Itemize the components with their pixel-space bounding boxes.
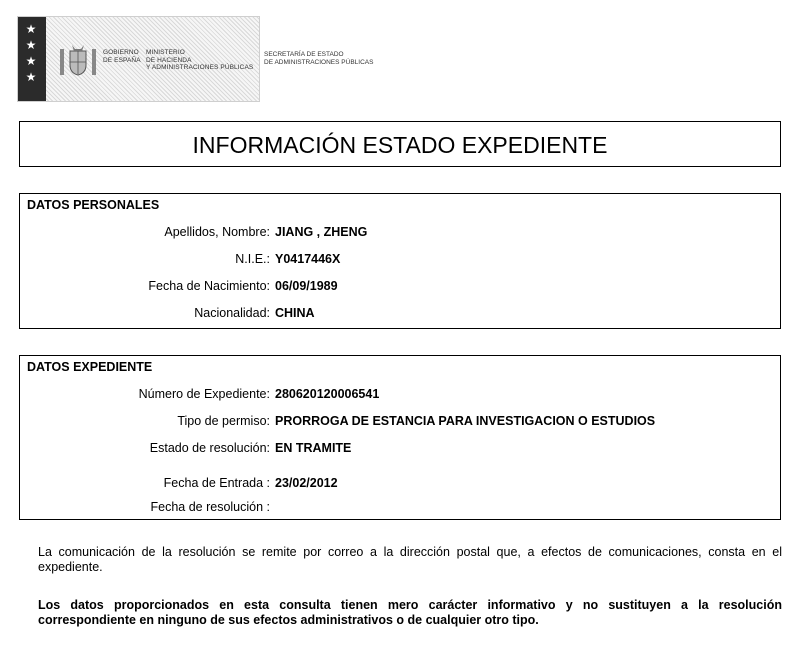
birthdate-label: Fecha de Nacimiento:	[148, 279, 270, 293]
nie-label: N.I.E.:	[235, 252, 270, 266]
page-title: INFORMACIÓN ESTADO EXPEDIENTE	[19, 121, 781, 167]
case-number-label: Número de Expediente:	[138, 387, 270, 401]
government-header-logo	[17, 16, 260, 102]
status-value: EN TRAMITE	[275, 441, 352, 455]
personal-data-section	[19, 193, 781, 329]
flag-bar	[18, 17, 46, 101]
gobierno-text: GOBIERNO DE ESPAÑA	[103, 49, 141, 64]
nationality-value: CHINA	[275, 306, 315, 320]
ministerio-text: MINISTERIO DE HACIENDA Y ADMINISTRACIONES PÚBLICAS	[146, 49, 254, 71]
secretaria-text: SECRETARÍA DE ESTADO DE ADMINISTRACIONES PÚBLICAS	[264, 51, 374, 66]
case-data-section	[19, 355, 781, 520]
permit-type-label: Tipo de permiso:	[177, 414, 270, 428]
star-icon: ★	[25, 54, 37, 68]
name-label: Apellidos, Nombre:	[164, 225, 270, 239]
name-value: JIANG , ZHENG	[275, 225, 368, 239]
disclaimer-note: Los datos proporcionados en esta consulta tienen mero carácter informativo y no sustituyen a la resolución correspondiente en ninguno de sus efectos administrativos o de cualquier otro tipo.	[38, 598, 782, 627]
entry-date-value: 23/02/2012	[275, 476, 338, 490]
resolution-date-label: Fecha de resolución :	[150, 500, 270, 514]
section-heading: DATOS PERSONALES	[27, 198, 160, 212]
nie-value: Y0417446X	[275, 252, 341, 266]
star-icon: ★	[25, 70, 37, 84]
permit-type-value: PRORROGA DE ESTANCIA PARA INVESTIGACION O ESTUDIOS	[275, 414, 656, 428]
communication-note: La comunicación de la resolución se remite por correo a la dirección postal que, a efectos de comunicaciones, consta en el expediente.	[38, 545, 782, 574]
case-number-value: 280620120006541	[275, 387, 380, 401]
coat-of-arms-icon	[58, 43, 98, 79]
star-icon: ★	[25, 22, 37, 36]
entry-date-label: Fecha de Entrada :	[163, 476, 270, 490]
birthdate-value: 06/09/1989	[275, 279, 338, 293]
nationality-label: Nacionalidad:	[194, 306, 270, 320]
section-heading: DATOS EXPEDIENTE	[27, 360, 153, 374]
status-label: Estado de resolución:	[149, 441, 270, 455]
star-icon: ★	[25, 38, 37, 52]
